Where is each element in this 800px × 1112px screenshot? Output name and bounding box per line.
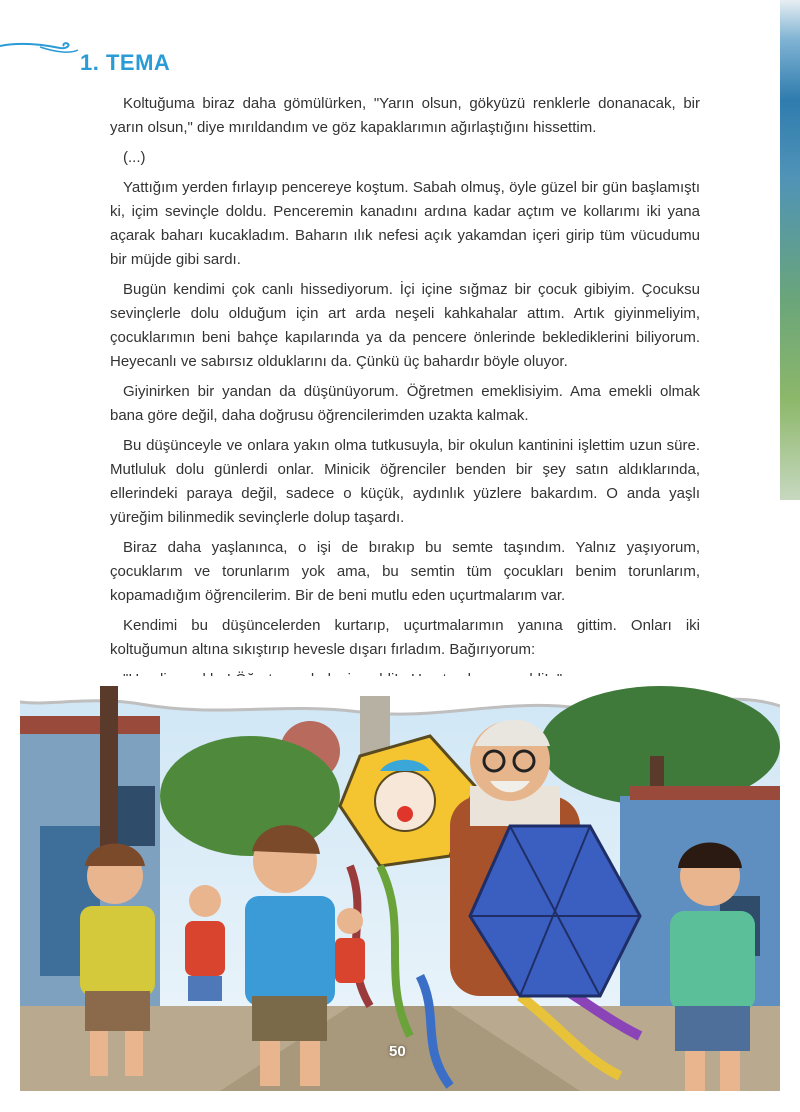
story-illustration <box>20 676 780 1091</box>
theme-title: 1. TEMA <box>80 50 171 75</box>
paragraph: Koltuğuma biraz daha gömülürken, "Yarın olsun, gökyüzü renklerle donanacak, bir yarın olsun," diye mırıldandım ve göz kapaklarımın ağırlaştığını hissettim. <box>110 95 700 136</box>
paragraph: Bugün kendimi çok canlı hissediyorum. İçi içine sığmaz bir çocuk gibiyim. Çocuksu sevinçlerle dolu olduğum için art arda neşeli kahkahalar attım. Artık giyinmeliyim, çocuklarımın beni bahçe kapılarında ya da pencere önlerinde beklediklerini biliyorum. Heyecanlı ve sabırsız olduklarını da. Çünkü üç bahardır böyle oluyor. <box>110 281 700 370</box>
kite-scene-image <box>20 676 780 1091</box>
paragraph: Kendimi bu düşüncelerden kurtarıp, uçurtmalarımın yanına gittim. Onları iki koltuğumun altına sıkıştırıp hevesle dışarı fırladım. Bağırıyorum: <box>110 617 700 658</box>
paragraph: Bu düşünceyle ve onlara yakın olma tutkusuyla, bir okulun kantinini işlettim uzun süre. Mutluluk dolu günlerdi onlar. Minicik öğrenciler benden bir şey satın aldıklarında, ellerindeki paraya değil, sadece o küçük, aydınlık yüzlere bakardım. O anda yaşlı yüreğim bilinmedik sevinçlerle dolup taşardı. <box>110 437 700 526</box>
paragraph: Yattığım yerden fırlayıp pencereye koştum. Sabah olmuş, öyle güzel bir gün başlamıştı ki, içim sevinçle doldu. Penceremin kanadını ardına kadar açtım ve kollarımı iki yana açarak baharı kucakladım. Baharın ılık nefesi açık yakamdan içeri girip tüm vücudumu bir müjde gibi sardı. <box>110 179 700 268</box>
story-text <box>110 92 700 752</box>
paragraph: Giyinirken bir yandan da düşünüyorum. Öğretmen emeklisiyim. Ama emekli olmak bana göre değil, daha doğrusu öğrencilerimden uzakta kalmak. <box>110 383 700 424</box>
page-number: 50 <box>389 1043 406 1060</box>
next-page-edge-strip <box>780 0 800 500</box>
paragraph: (...) <box>123 149 146 166</box>
theme-header <box>0 22 260 75</box>
paragraph: Biraz daha yaşlanınca, o işi de bırakıp bu semte taşındım. Yalnız yaşıyorum, çocuklarım ve torunlarım yok ama, bu semtin tüm çocukları benim torunlarım, kopamadığım öğrencilerim. Bir de beni mutlu eden uçurtmalarım var. <box>110 539 700 604</box>
